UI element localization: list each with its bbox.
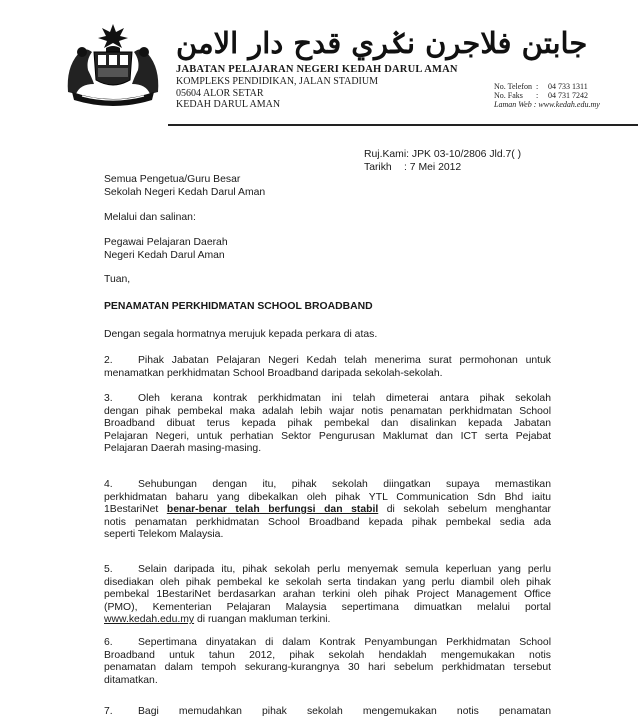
paragraph-number: 2. — [104, 355, 113, 366]
paragraph-line: Broadband untuk tahun 2012, pihak sekolah hendaklah mengemukakan notis — [104, 649, 551, 661]
paragraph-7 — [104, 706, 551, 719]
paragraph-line: Pelajaran Daerah masing-masing. — [104, 443, 262, 455]
portal-link[interactable]: www.kedah.edu.my — [104, 614, 195, 626]
paragraph-line: 4. Sehubungan dengan itu, pihak sekolah diingatkan supaya memastikan — [104, 479, 551, 490]
paragraph-line: menamatkan perkhidmatan School Broadband daripada sekolah-sekolah. — [104, 367, 443, 379]
phone-label: No. Telefon — [494, 82, 532, 91]
salutation: Tuan, — [104, 274, 131, 285]
date-value: : 7 Mei 2012 — [404, 162, 462, 173]
date-line — [364, 162, 461, 175]
paragraph-2 — [104, 355, 551, 380]
paragraph-line: 1BestariNet benar-benar telah berfungsi dan stabil di sekolah sebelum menghantar — [104, 504, 552, 516]
address-line: 05604 ALOR SETAR — [176, 87, 264, 99]
opening-paragraph: Dengan segala hormatnya merujuk kepada perkara di atas. — [104, 329, 378, 340]
paragraph-line: penamatan dalam tempoh sekurang-kurangnya 30 hari sebelum perkhidmatan tersebut — [104, 662, 551, 674]
via-recipient-line: Pegawai Pelajaran Daerah — [104, 237, 228, 248]
web-label: Laman Web : — [494, 100, 537, 109]
via-recipient-line: Negeri Kedah Darul Aman — [104, 250, 225, 261]
paragraph-line: notis penamatan perkhidmatan School Broadband kepada pihak pembekal sedia ada — [104, 516, 551, 528]
paragraph-6 — [104, 637, 551, 687]
paragraph-4 — [104, 479, 551, 542]
paragraph-line: 7. Bagi memudahkan pihak sekolah mengemukakan notis penamatan — [104, 706, 551, 717]
reference-number: Ruj.Kami: JPK 03-10/2806 Jld.7( ) — [364, 149, 522, 160]
paragraph-line: pembekal 1BestariNet berdasarkan arahan terkini oleh pihak Project Management Office — [104, 589, 551, 601]
phone-number: 04 733 1311 — [548, 82, 588, 91]
paragraph-line: ditamatkan. — [104, 674, 158, 686]
paragraph-number: 4. — [104, 479, 113, 490]
via-label: Melalui dan salinan: — [104, 212, 196, 223]
web-address: www.kedah.edu.my — [538, 100, 600, 109]
paragraph-number: 7. — [104, 706, 113, 717]
address-line: KOMPLEKS PENDIDIKAN, JALAN STADIUM — [176, 76, 378, 87]
address-line: KEDAH DARUL AMAN — [176, 99, 281, 110]
date-label: Tarikh — [364, 162, 392, 173]
paragraph-line: www.kedah.edu.my di ruangan makluman terkini. — [104, 614, 331, 626]
department-name: JABATAN PELAJARAN NEGERI KEDAH DARUL AMAN — [176, 64, 458, 75]
fax-label: No. Faks — [494, 91, 523, 100]
paragraph-line: 5. Selain daripada itu, pihak sekolah perlu menyemak semula keperluan yang perlu — [104, 564, 551, 575]
paragraph-line: perkhidmatan baharu yang dibekalkan oleh pihak YTL Communication Sdn Bhd iaitu — [104, 491, 551, 503]
paragraph-line: dengan pihak pembekal maka adalah lebih wajar notis penamatan perkhidmatan School — [104, 405, 551, 417]
contact-info: No. Telefon : 04 733 1311 No. Faks : 04 731 7242 Laman Web : www.kedah.edu.my — [494, 82, 600, 109]
recipient-line: Sekolah Negeri Kedah Darul Aman — [104, 187, 266, 198]
paragraph-line: 3. Oleh kerana kontrak perkhidmatan ini telah dimeterai antara pihak sekolah — [104, 393, 551, 404]
paragraph-number: 3. — [104, 393, 113, 404]
emphasis-text: benar-benar telah berfungsi dan stabil — [166, 504, 379, 516]
department-address — [176, 76, 378, 111]
paragraph-5 — [104, 564, 551, 627]
paragraph-number: 5. — [104, 564, 113, 575]
letterhead-divider — [168, 124, 638, 126]
paragraph-number: 6. — [104, 637, 113, 648]
subject-title: PENAMATAN PERKHIDMATAN SCHOOL BROADBAND — [104, 301, 373, 312]
paragraph-line: 2. Pihak Jabatan Pelajaran Negeri Kedah telah menerima surat permohonan untuk — [104, 355, 551, 366]
paragraph-3 — [104, 393, 551, 456]
fax-number: 04 731 7242 — [548, 91, 588, 100]
recipient-line: Semua Pengetua/Guru Besar — [104, 174, 241, 185]
paragraph-line: (PMO), Kementerian Pelajaran Malaysia sepertimana dimuatkan melalui portal — [104, 601, 551, 613]
paragraph-line: 6. Sepertimana dinyatakan di dalam Kontrak Penyambungan Perkhidmatan School — [104, 637, 551, 648]
paragraph-line: Broadband dibuat terus kepada pihak pembekal dan disalinkan kepada Jabatan — [104, 418, 551, 430]
jawi-department-name: جابتن فلاجرن نݢري قدح دار الامن — [176, 26, 588, 60]
paragraph-line: seperti Telekom Malaysia. — [104, 529, 224, 541]
paragraph-line: disediakan oleh pihak pembekal ke sekolah serta tindakan yang perlu diambil oleh pihak — [104, 576, 551, 588]
coat-of-arms-logo — [58, 22, 168, 106]
paragraph-line: Pelajaran Negeri, untuk perhatian Sektor Pengurusan Maklumat dan ICT serta Pejabat — [104, 430, 551, 442]
